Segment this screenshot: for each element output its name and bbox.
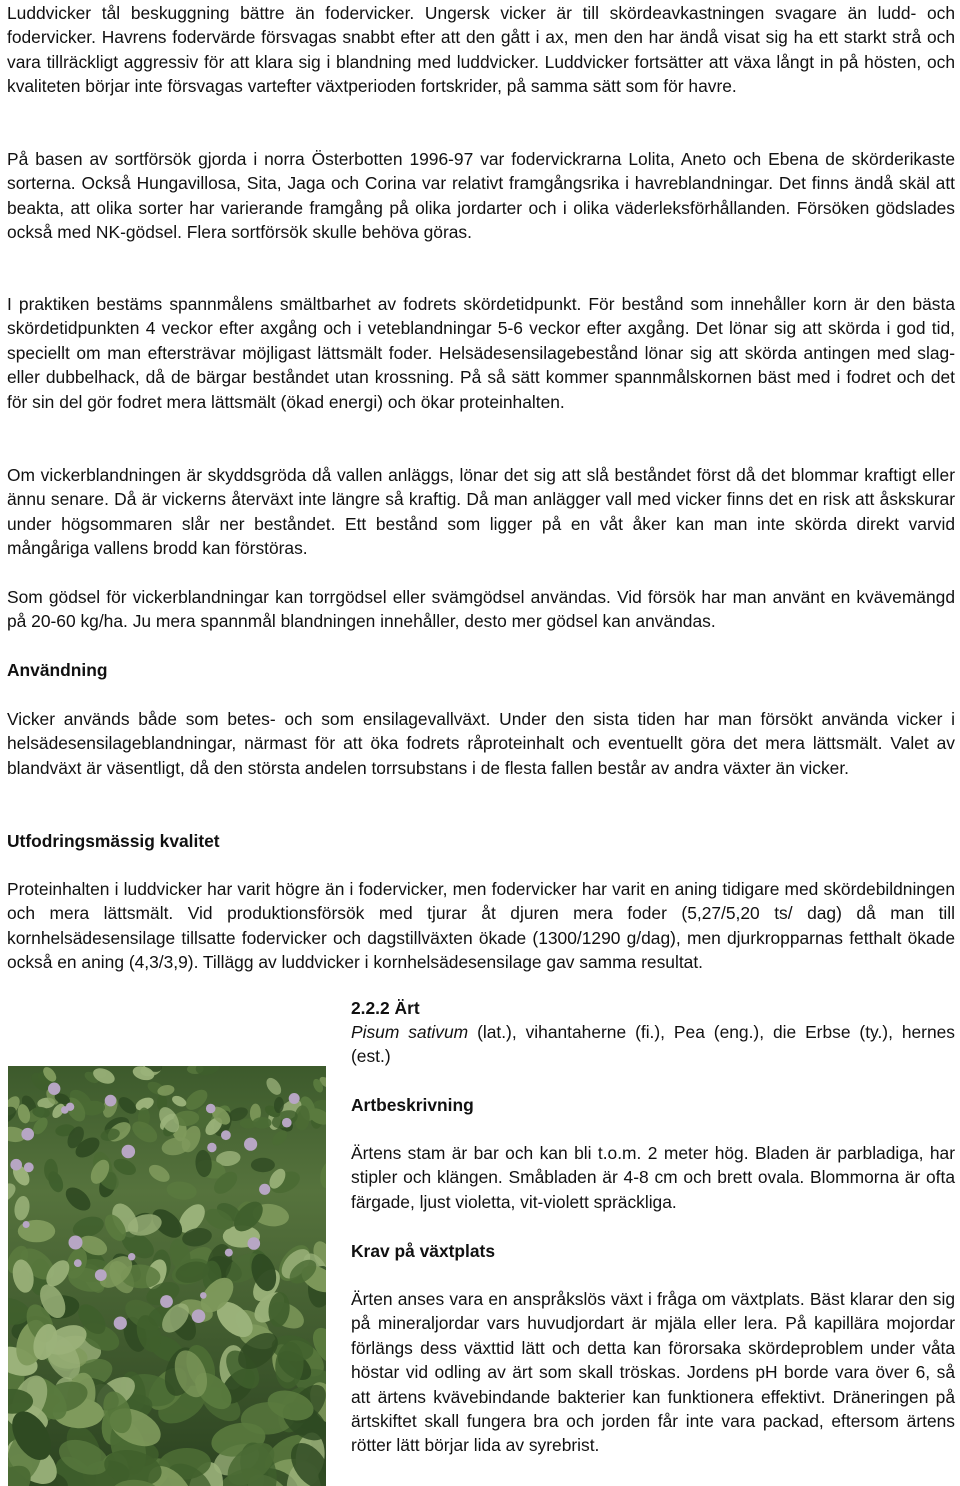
heading-feeding-quality: Utfodringsmässig kvalitet (7, 831, 220, 851)
flower (69, 1236, 83, 1250)
flower (259, 1184, 270, 1195)
flower (221, 1130, 231, 1140)
paragraph-usage: Vicker används både som betes- och som ensilagevallväxt. Under den sista tiden har man försökt använda vicker i helsädesensilageblandningar, närmast för att öka fodrets råproteinhalt och eventuellt göra det mera lättsmält. Valet av blandväxt är väsentligt, då den största andelen torrsubstans i de flesta fallen består av andra växter än vicker. (7, 709, 955, 778)
pea-field-illustration (8, 1066, 326, 1486)
flower (206, 1104, 216, 1114)
paragraph-harvest-time: I praktiken bestäms spannmålens smältbarhet av fodrets skördetidpunkt. För bestånd som innehåller korn är den bästa skördetidpunkten 4 veckor efter axgång och i veteblandningar 5-6 veckor efter axgång. Det lönar sig att skörda i god tid, speciellt om man eftersträvar möjligast lättsmält foder. Helsädesensilagebestånd lönar sig att skörda antingen med slag- eller dubbelhack, då de bärgar beståndet utan krossning. På så sätt kommer spannmålskornen bäst med i fodret och det för sin del gör fodret mera lättsmält (ökad energi) och ökar proteinhalten. (7, 294, 955, 412)
flower (200, 1292, 207, 1299)
paragraph-vicker-shade: Luddvicker tål beskuggning bättre än fodervicker. Ungersk vicker är till skördeavkastningen svagare än ludd- och fodervicker. Havrens fodervärde försvagas snabbt efter att den gått i ax, men den har ändå visat sig ha ett starkt strå och vara tillräckligt aggressiv för att klara sig i blandning med luddvicker. Luddvicker fortsätter att växa långt in på hösten, och kvaliteten börjar inte försvagas vartefter växtperioden fortskrider, på samma sätt som för havre. (7, 3, 955, 97)
flower (248, 1237, 261, 1250)
latin-name: Pisum sativum (351, 1022, 469, 1042)
paragraph-feeding-quality: Proteinhalten i luddvicker har varit högre än i fodervicker, men fodervicker har varit en aning tidigare med skördebildningen och mera lättsmält. Vid produktionsförsök med tjurar åt djuren mera foder (5,27/5,20 ts/ dag) då man till kornhelsädesensilage tillsatte fodervicker och dagstillväxten ökade (1300/1290 g/dag), men djurkropparnas fetthalt ökade också en aning (4,3/3,9). Tillägg av luddvicker i kornhelsädesensilage gav samma resultat. (7, 879, 955, 973)
flower (192, 1309, 206, 1323)
paragraph-variety-trials: På basen av sortförsök gjorda i norra Österbotten 1996-97 var fodervickrarna Lolita, Aneto och Ebena de skörderikaste sorterna. Också Hungavillosa, Sita, Jaga och Corina var relativt framgångsrika i havreblandningar. Det finns ändå skäl att beakta, att olika sorter har varierande framgång på olika jordarter och i olika väderleksförhållanden. Försöken gödslades också med NK-gödsel. Flera sortförsök skulle behöva göras. (7, 149, 955, 243)
flower (10, 1159, 22, 1171)
paragraph-artbeskrivning: Ärtens stam är bar och kan bli t.o.m. 2 meter hög. Bladen är parbladiga, har stipler och klängen. Småbladen är 4-8 cm och brett ovala. Blommorna är ofta färgade, ljust violetta, vit-violett spräckliga. (351, 1143, 955, 1212)
flower (289, 1093, 300, 1104)
flower (207, 1143, 216, 1152)
flower (21, 1128, 34, 1141)
flower (122, 1145, 136, 1159)
leaf (253, 1117, 272, 1128)
flower (66, 1103, 74, 1111)
common-names: (lat.), vihantaherne (fi.), Pea (eng.), die Erbse (ty.), hernes (est.) (351, 1022, 955, 1067)
flower (74, 1259, 82, 1267)
flower (128, 1253, 135, 1260)
leaf (251, 1158, 275, 1172)
flower (244, 1138, 257, 1151)
flower (105, 1095, 117, 1107)
flower (114, 1317, 127, 1330)
species-names (351, 1020, 955, 1069)
paragraph-krav: Ärten anses vara en anspråkslös växt i fråga om växtplats. Bäst klarar den sig på mineraljordar vars huvudjordart är mjäla eller lera. På kapillära mojordar förlängs dess växttid lätt och detta kan förorsaka skördeproblem under våta höstar vid odling av ärt som skall tröskas. Jordens pH borde vara över 6, så att ärtens kvävebindande bakterier kan funktionera effektivt. Dräneringen på ärtskiftet skall fungera bra och jorden får inte vara packad, eftersom ärtens rötter lätt börjar lida av syrebrist. (351, 1289, 955, 1456)
flower (225, 1249, 233, 1257)
heading-artbeskrivning: Artbeskrivning (351, 1095, 474, 1115)
flower (160, 1295, 173, 1308)
paragraph-fertilizer: Som gödsel för vickerblandningar kan torrgödsel eller svämgödsel användas. Vid försök har man använt en kvävemängd på 20-60 kg/ha. Ju mera spannmål blandningen innehåller, desto mer gödsel kan användas. (7, 587, 955, 632)
flower (95, 1269, 107, 1281)
pea-field-photo (8, 1066, 326, 1486)
flower (23, 1221, 30, 1228)
flower (48, 1083, 60, 1095)
heading-anvandning: Användning (7, 660, 108, 680)
heading-krav: Krav på växtplats (351, 1241, 496, 1261)
flower (24, 1162, 34, 1172)
flower (282, 1118, 292, 1128)
section-title-pea: 2.2.2 Ärt (351, 998, 420, 1018)
paragraph-cover-crop: Om vickerblandningen är skyddsgröda då vallen anläggs, lönar det sig att slå beståndet först då det blommar kraftigt eller ännu senare. Då är vickerns återväxt inte längre så kraftig. Då man anlägger vall med vicker finns det en risk att åskskurar under högsommaren slår ner beståndet. Ett bestånd som ligger på en våt åker kan man inte skörda direkt varvid mångåriga vallens brodd kan förstöras. (7, 465, 955, 559)
